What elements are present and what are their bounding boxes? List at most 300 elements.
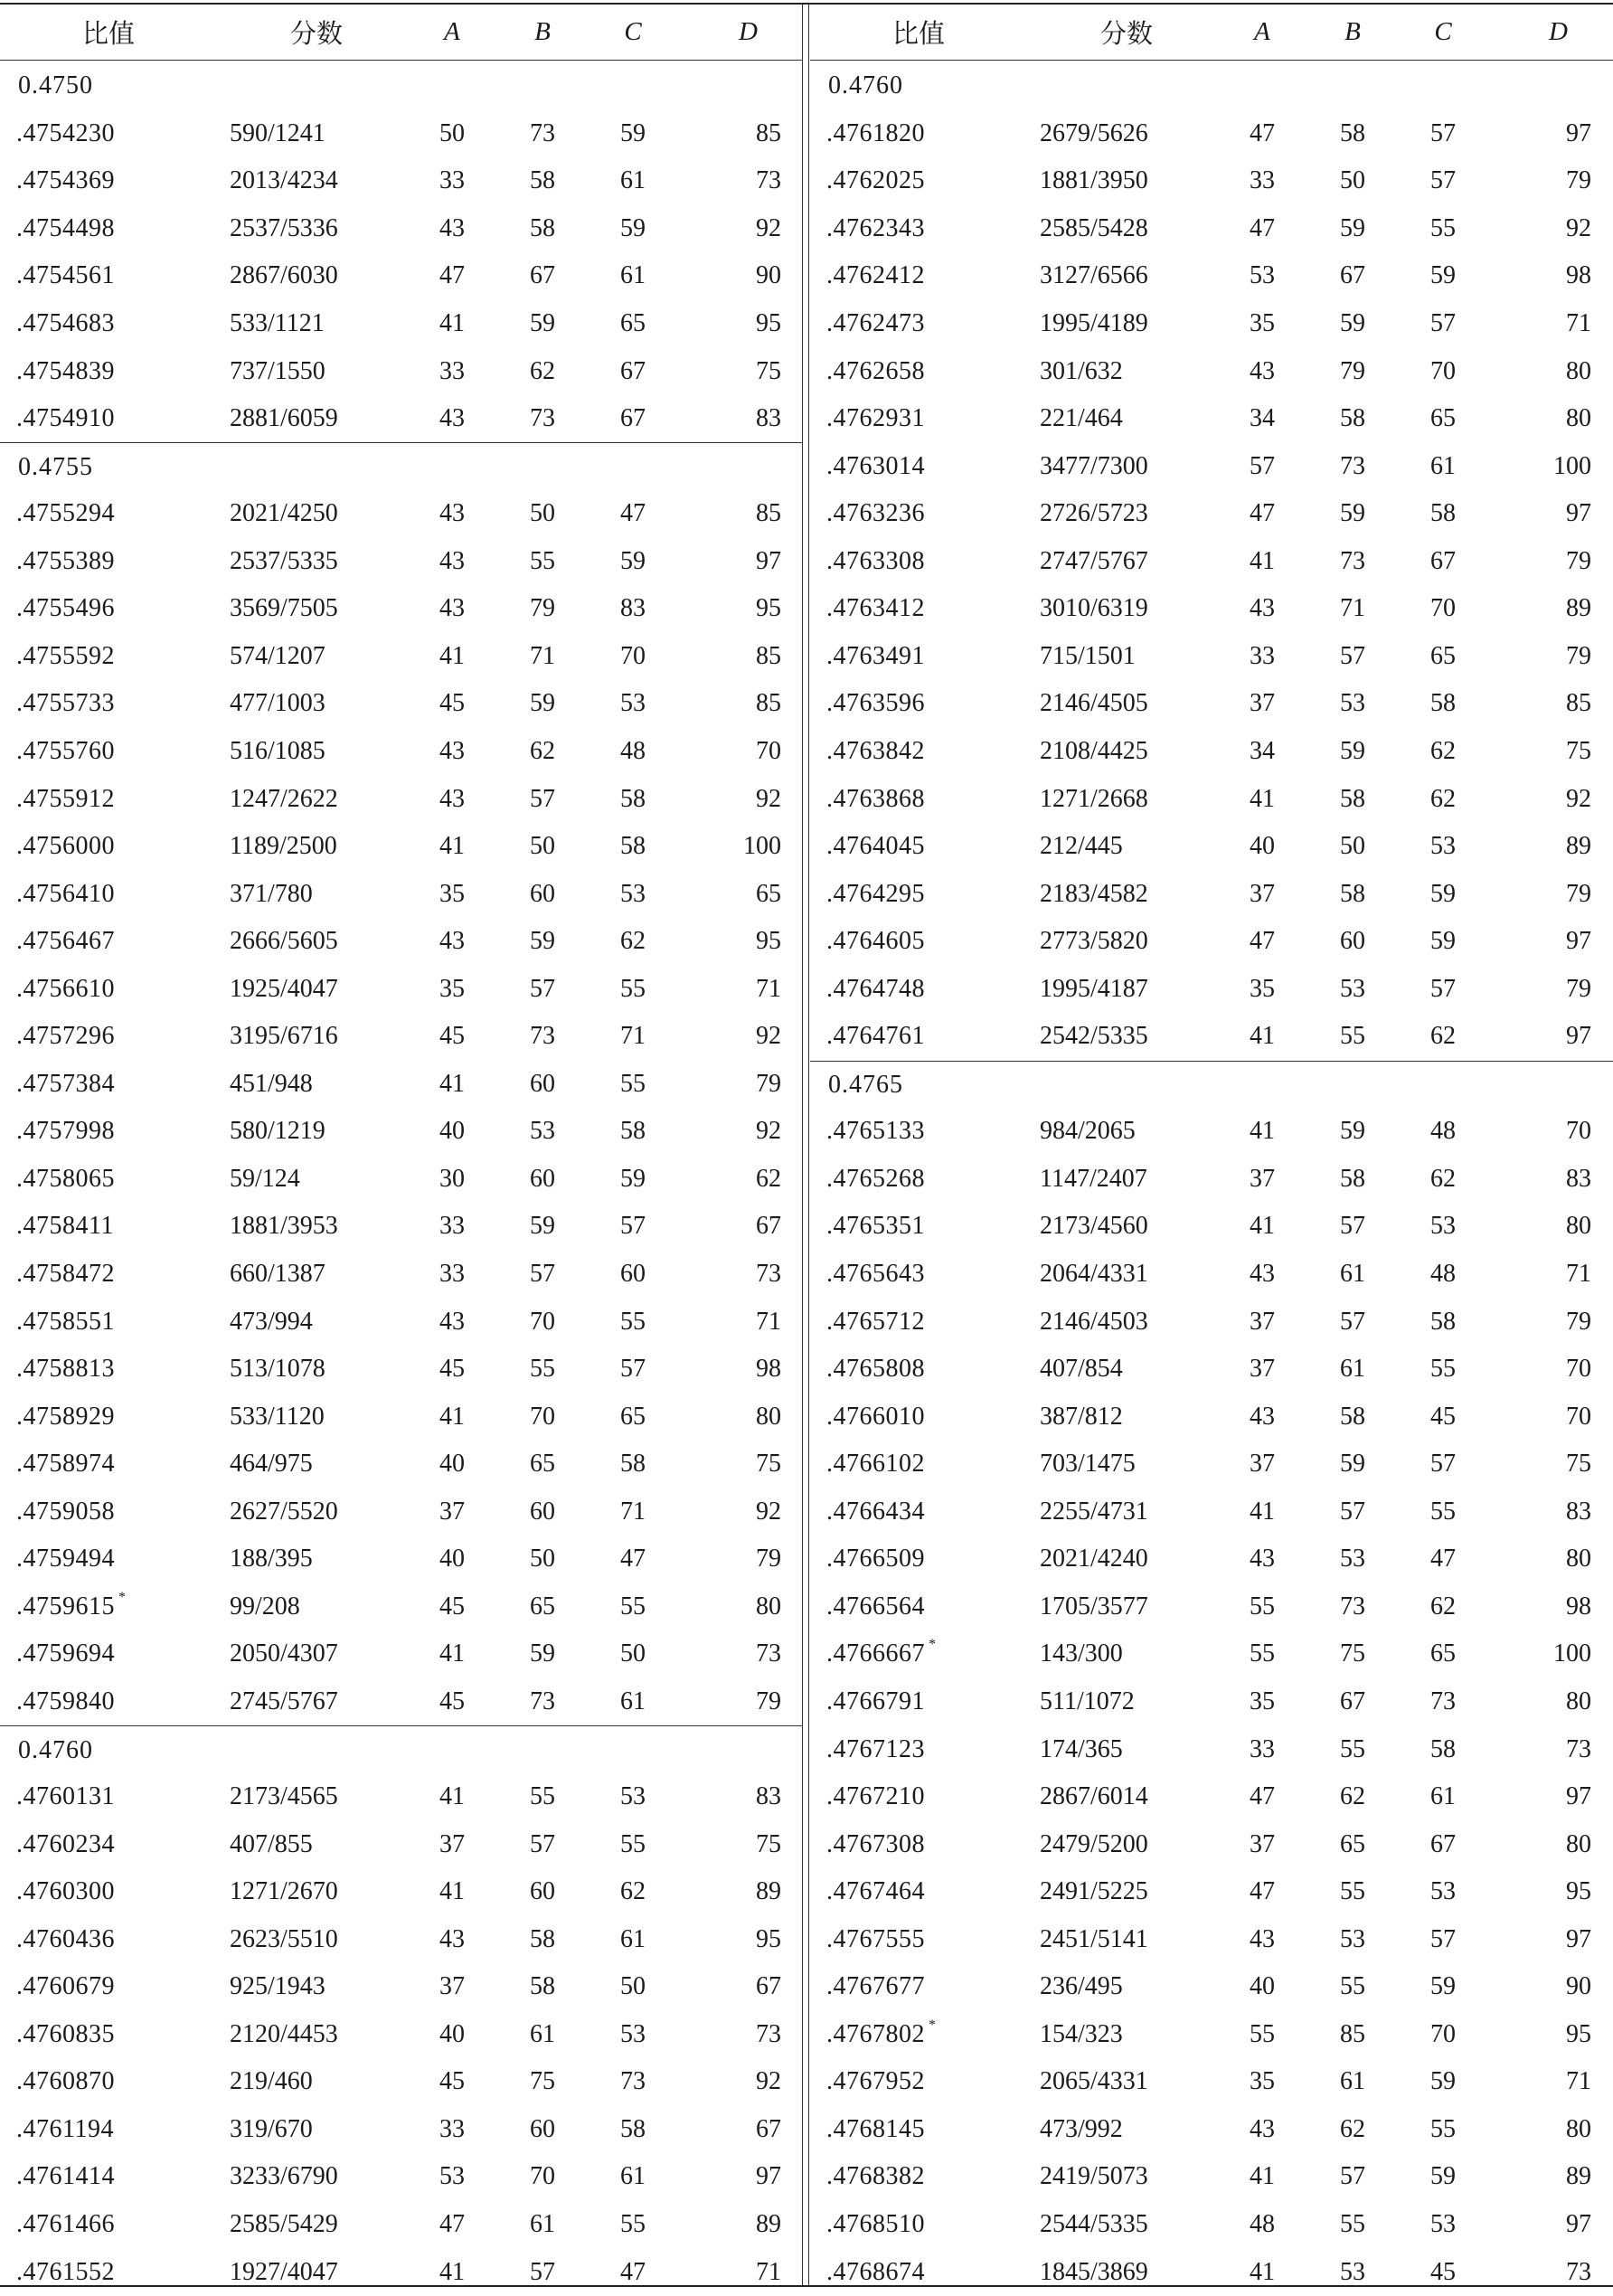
d-cell: 80	[1566, 1829, 1591, 1858]
d-cell: 92	[1566, 784, 1591, 813]
group-row	[0, 442, 803, 491]
d-cell: 95	[756, 309, 781, 337]
a-cell: 43	[439, 784, 465, 813]
fraction-cell: 2585/5428	[1040, 213, 1148, 242]
a-cell: 37	[1250, 1307, 1275, 1336]
a-cell: 41	[439, 1402, 465, 1431]
table-row	[810, 1963, 1613, 2011]
fraction-cell: 2479/5200	[1040, 1829, 1148, 1858]
fraction-cell: 660/1387	[230, 1260, 325, 1288]
table-row	[810, 1346, 1613, 1394]
b-cell: 61	[1340, 2067, 1365, 2096]
b-cell: 65	[530, 1450, 555, 1479]
table-row	[810, 1108, 1613, 1156]
ratio-cell: .4763412	[826, 594, 925, 623]
d-cell: 89	[1566, 594, 1591, 623]
a-cell: 33	[1250, 166, 1275, 195]
a-cell: 40	[439, 1450, 465, 1479]
ratio-cell: .4754498	[16, 213, 115, 242]
b-cell: 71	[530, 641, 555, 670]
ratio-cell: .4759058	[16, 1497, 115, 1526]
a-cell: 37	[439, 1829, 465, 1858]
a-cell: 41	[439, 1639, 465, 1668]
table-row	[810, 252, 1613, 300]
b-cell: 60	[530, 1164, 555, 1193]
d-cell: 80	[1566, 1545, 1591, 1573]
b-cell: 57	[1340, 641, 1365, 670]
d-cell: 75	[756, 1450, 781, 1479]
ratio-cell: .4761820	[826, 118, 925, 147]
fraction-cell: 174/365	[1040, 1734, 1123, 1763]
a-cell: 47	[439, 2210, 465, 2238]
table-row	[810, 1725, 1613, 1773]
b-cell: 70	[530, 1307, 555, 1336]
d-cell: 80	[756, 1592, 781, 1620]
table-row	[0, 538, 803, 586]
c-cell: 57	[1430, 309, 1456, 337]
a-cell: 41	[1250, 1022, 1275, 1051]
b-cell: 62	[530, 736, 555, 765]
fraction-cell: 2146/4503	[1040, 1307, 1148, 1336]
table-row	[810, 1441, 1613, 1488]
fraction-cell: 464/975	[230, 1450, 313, 1479]
ratio-cell: .4757384	[16, 1069, 115, 1098]
fraction-cell: 2867/6014	[1040, 1782, 1148, 1811]
table-row	[0, 823, 803, 871]
table-row	[0, 1488, 803, 1536]
table-row	[810, 1535, 1613, 1583]
ratio-cell: .4768382	[826, 2162, 925, 2191]
ratio-cell: .4755592	[16, 641, 115, 670]
d-cell: 79	[756, 1069, 781, 1098]
table-row	[810, 1820, 1613, 1868]
group-label: 0.4755	[18, 452, 93, 481]
table-row	[810, 347, 1613, 395]
ratio-value: .4759615	[16, 1592, 115, 1620]
d-cell: 79	[756, 1545, 781, 1573]
ratio-cell: .4763236	[826, 499, 925, 528]
b-cell: 65	[530, 1592, 555, 1620]
a-cell: 40	[439, 1117, 465, 1146]
table-row	[0, 2106, 803, 2154]
ratio-cell: .4761466	[16, 2210, 115, 2238]
a-cell: 41	[439, 309, 465, 337]
c-cell: 58	[1430, 689, 1456, 718]
c-cell: 61	[1430, 1782, 1456, 1811]
table-row	[0, 110, 803, 158]
table-row	[0, 2058, 803, 2106]
c-cell: 70	[1430, 594, 1456, 623]
ratio-cell: .4755912	[16, 784, 115, 813]
table-row	[0, 1251, 803, 1299]
b-cell: 85	[1340, 2019, 1365, 2048]
table-row	[0, 347, 803, 395]
fraction-cell: 1147/2407	[1040, 1164, 1147, 1193]
b-cell: 57	[530, 1829, 555, 1858]
ratio-cell: .4755733	[16, 689, 115, 718]
table-row	[810, 1393, 1613, 1441]
d-cell: 83	[1566, 1164, 1591, 1193]
fraction-cell: 2666/5605	[230, 927, 338, 956]
table-row	[0, 1583, 803, 1631]
c-cell: 58	[1430, 499, 1456, 528]
b-cell: 59	[1340, 736, 1365, 765]
fraction-cell: 533/1120	[230, 1402, 325, 1431]
b-cell: 73	[530, 404, 555, 433]
fraction-cell: 2013/4234	[230, 166, 338, 195]
b-cell: 53	[1340, 1545, 1365, 1573]
ratio-cell: .4762473	[826, 309, 925, 337]
header-b: B	[1344, 17, 1361, 46]
table-row	[0, 728, 803, 776]
c-cell: 59	[1430, 1972, 1456, 2001]
c-cell: 71	[620, 1497, 646, 1526]
a-cell: 41	[439, 1877, 465, 1906]
c-cell: 48	[1430, 1260, 1456, 1288]
c-cell: 48	[1430, 1117, 1456, 1146]
a-cell: 47	[1250, 213, 1275, 242]
d-cell: 79	[756, 1687, 781, 1715]
table-row	[0, 490, 803, 538]
fraction-cell: 1189/2500	[230, 832, 337, 861]
b-cell: 60	[530, 879, 555, 908]
a-cell: 43	[1250, 1924, 1275, 1953]
d-cell: 73	[756, 2019, 781, 2048]
a-cell: 43	[1250, 1545, 1275, 1573]
a-cell: 40	[1250, 832, 1275, 861]
group-row	[810, 1061, 1613, 1110]
table-row	[0, 1820, 803, 1868]
d-cell: 75	[756, 356, 781, 385]
d-cell: 80	[1566, 356, 1591, 385]
b-cell: 73	[1340, 546, 1365, 575]
c-cell: 57	[620, 1212, 646, 1241]
d-cell: 85	[756, 118, 781, 147]
b-cell: 57	[1340, 1212, 1365, 1241]
c-cell: 67	[620, 356, 646, 385]
a-cell: 41	[1250, 2162, 1275, 2191]
ratio-cell: .4754561	[16, 261, 115, 290]
c-cell: 57	[1430, 166, 1456, 195]
header-ratio: 比值	[81, 18, 135, 49]
ratio-cell: .4764295	[826, 879, 925, 908]
a-cell: 48	[1250, 2210, 1275, 2238]
b-cell: 50	[530, 1545, 555, 1573]
ratio-cell: .4755294	[16, 499, 115, 528]
ratio-cell: .4756610	[16, 974, 115, 1003]
ratio-cell: .4760679	[16, 1972, 115, 2001]
a-cell: 47	[1250, 118, 1275, 147]
a-cell: 41	[439, 2257, 465, 2286]
b-cell: 62	[1340, 2114, 1365, 2143]
table-row	[810, 2201, 1613, 2249]
a-cell: 35	[1250, 309, 1275, 337]
d-cell: 83	[756, 1782, 781, 1811]
c-cell: 48	[620, 736, 646, 765]
a-cell: 41	[1250, 1497, 1275, 1526]
a-cell: 41	[1250, 1117, 1275, 1146]
ratio-cell: .4756410	[16, 879, 115, 908]
group-row	[0, 1725, 803, 1774]
c-cell: 45	[1430, 1402, 1456, 1431]
table-row	[0, 680, 803, 728]
ratio-cell: .4768674	[826, 2257, 925, 2286]
ratio-cell	[826, 1630, 1025, 1678]
header-b: B	[534, 17, 551, 46]
b-cell: 60	[1340, 927, 1365, 956]
ratio-cell: .4766791	[826, 1687, 925, 1715]
b-cell: 50	[1340, 832, 1365, 861]
table-row	[0, 1108, 803, 1156]
d-cell: 90	[756, 261, 781, 290]
c-cell: 65	[1430, 1639, 1456, 1668]
a-cell: 40	[439, 2019, 465, 2048]
c-cell: 58	[620, 2114, 646, 2143]
b-cell: 73	[1340, 451, 1365, 480]
ratio-cell: .4766509	[826, 1545, 925, 1573]
table-row	[0, 2011, 803, 2059]
a-cell: 50	[439, 118, 465, 147]
table-row	[810, 538, 1613, 586]
b-cell: 55	[530, 1782, 555, 1811]
b-cell: 59	[1340, 1117, 1365, 1146]
c-cell: 53	[620, 879, 646, 908]
group-label: 0.4765	[828, 1070, 903, 1099]
ratio-cell: .4755496	[16, 594, 115, 623]
b-cell: 53	[1340, 2257, 1365, 2286]
a-cell: 41	[1250, 1212, 1275, 1241]
a-cell: 37	[1250, 1164, 1275, 1193]
d-cell: 97	[1566, 1924, 1591, 1953]
b-cell: 59	[1340, 499, 1365, 528]
fraction-cell: 715/1501	[1040, 641, 1136, 670]
a-cell: 37	[1250, 1355, 1275, 1384]
b-cell: 67	[1340, 1687, 1365, 1715]
c-cell: 60	[620, 1260, 646, 1288]
c-cell: 59	[1430, 879, 1456, 908]
table-row	[810, 870, 1613, 918]
ratio-cell: .4768510	[826, 2210, 925, 2238]
b-cell: 58	[1340, 1164, 1365, 1193]
fraction-cell: 2537/5336	[230, 213, 338, 242]
ratio-cell: .4766434	[826, 1497, 925, 1526]
d-cell: 92	[756, 784, 781, 813]
a-cell: 33	[1250, 641, 1275, 670]
fraction-cell: 516/1085	[230, 736, 325, 765]
fraction-cell: 3233/6790	[230, 2162, 338, 2191]
table-row	[0, 2201, 803, 2249]
fraction-cell: 2867/6030	[230, 261, 338, 290]
fraction-cell: 2726/5723	[1040, 499, 1148, 528]
b-cell: 57	[1340, 1497, 1365, 1526]
b-cell: 67	[1340, 261, 1365, 290]
table-row	[0, 1061, 803, 1109]
table-row	[0, 252, 803, 300]
c-cell: 73	[1430, 1687, 1456, 1715]
b-cell: 58	[1340, 404, 1365, 433]
left-header-row	[0, 5, 803, 61]
c-cell: 55	[1430, 2114, 1456, 2143]
d-cell: 75	[1566, 1450, 1591, 1479]
fraction-cell: 3569/7505	[230, 594, 338, 623]
table-row	[810, 395, 1613, 443]
fraction-cell: 2255/4731	[1040, 1497, 1148, 1526]
c-cell: 53	[620, 1782, 646, 1811]
c-cell: 73	[620, 2067, 646, 2096]
b-cell: 58	[1340, 1402, 1365, 1431]
table-row	[0, 1156, 803, 1204]
ratio-cell: .4767952	[826, 2067, 925, 2096]
c-cell: 61	[620, 166, 646, 195]
c-cell: 62	[1430, 736, 1456, 765]
c-cell: 50	[620, 1972, 646, 2001]
fraction-cell: 2537/5335	[230, 546, 338, 575]
b-cell: 73	[530, 1687, 555, 1715]
b-cell: 50	[1340, 166, 1365, 195]
ratio-cell: .4758065	[16, 1164, 115, 1193]
b-cell: 73	[1340, 1592, 1365, 1620]
d-cell: 95	[756, 1924, 781, 1953]
a-cell: 45	[439, 689, 465, 718]
c-cell: 55	[1430, 1355, 1456, 1384]
d-cell: 92	[756, 1497, 781, 1526]
d-cell: 85	[756, 689, 781, 718]
fraction-cell: 188/395	[230, 1545, 313, 1573]
c-cell: 58	[1430, 1734, 1456, 1763]
fraction-cell: 511/1072	[1040, 1687, 1135, 1715]
fraction-cell: 1247/2622	[230, 784, 338, 813]
ratio-cell: .4764761	[826, 1022, 925, 1051]
fraction-cell: 1881/3950	[1040, 166, 1148, 195]
b-cell: 62	[1340, 1782, 1365, 1811]
table-row	[810, 1630, 1613, 1678]
c-cell: 67	[1430, 546, 1456, 575]
ratio-cell: .4758551	[16, 1307, 115, 1336]
b-cell: 65	[1340, 1829, 1365, 1858]
group-row	[0, 62, 803, 110]
column-divider	[802, 5, 803, 2285]
b-cell: 53	[1340, 974, 1365, 1003]
b-cell: 59	[1340, 213, 1365, 242]
d-cell: 80	[1566, 1212, 1591, 1241]
fraction-cell: 2747/5767	[1040, 546, 1148, 575]
fraction-cell: 590/1241	[230, 118, 325, 147]
fraction-cell: 219/460	[230, 2067, 313, 2096]
fraction-cell: 407/855	[230, 1829, 313, 1858]
b-cell: 58	[530, 1972, 555, 2001]
fraction-cell: 143/300	[1040, 1639, 1123, 1668]
ratio-cell	[16, 1583, 215, 1631]
c-cell: 57	[1430, 1450, 1456, 1479]
table-row	[810, 728, 1613, 776]
a-cell: 43	[439, 1307, 465, 1336]
d-cell: 67	[756, 2114, 781, 2143]
fraction-cell: 580/1219	[230, 1117, 325, 1146]
a-cell: 55	[1250, 1592, 1275, 1620]
fraction-cell: 2544/5335	[1040, 2210, 1148, 2238]
a-cell: 41	[439, 1069, 465, 1098]
a-cell: 40	[1250, 1972, 1275, 2001]
d-cell: 92	[1566, 213, 1591, 242]
fraction-cell: 473/994	[230, 1307, 313, 1336]
fraction-cell: 301/632	[1040, 356, 1123, 385]
b-cell: 59	[530, 689, 555, 718]
ratio-cell: .4759494	[16, 1545, 115, 1573]
c-cell: 62	[1430, 1592, 1456, 1620]
table-row	[0, 918, 803, 966]
ratio-cell: .4760300	[16, 1877, 115, 1906]
b-cell: 55	[530, 546, 555, 575]
a-cell: 35	[1250, 974, 1275, 1003]
d-cell: 71	[756, 974, 781, 1003]
d-cell: 95	[1566, 2019, 1591, 2048]
c-cell: 62	[620, 1877, 646, 1906]
b-cell: 57	[530, 974, 555, 1003]
a-cell: 33	[1250, 1734, 1275, 1763]
fraction-cell: 2021/4250	[230, 499, 338, 528]
a-cell: 35	[439, 974, 465, 1003]
fraction-cell: 2745/5767	[230, 1687, 338, 1715]
group-label: 0.4760	[828, 71, 903, 100]
d-cell: 92	[756, 2067, 781, 2096]
a-cell: 53	[439, 2162, 465, 2191]
table-row	[810, 1156, 1613, 1204]
ratio-cell: .4760131	[16, 1782, 115, 1811]
d-cell: 83	[1566, 1497, 1591, 1526]
a-cell: 47	[1250, 1782, 1275, 1811]
a-cell: 45	[439, 2067, 465, 2096]
b-cell: 55	[1340, 1734, 1365, 1763]
table-row	[810, 300, 1613, 348]
fraction-cell: 2542/5335	[1040, 1022, 1148, 1051]
d-cell: 73	[1566, 1734, 1591, 1763]
c-cell: 47	[620, 2257, 646, 2286]
a-cell: 53	[1250, 261, 1275, 290]
ratio-cell	[826, 2011, 1025, 2059]
ratio-cell: .4758411	[16, 1212, 114, 1241]
header-c: C	[1434, 17, 1452, 46]
a-cell: 55	[1250, 2019, 1275, 2048]
a-cell: 47	[439, 261, 465, 290]
d-cell: 71	[1566, 2067, 1591, 2096]
a-cell: 47	[1250, 499, 1275, 528]
d-cell: 92	[756, 213, 781, 242]
d-cell: 70	[756, 736, 781, 765]
a-cell: 41	[1250, 784, 1275, 813]
d-cell: 85	[756, 641, 781, 670]
a-cell: 45	[439, 1355, 465, 1384]
a-cell: 43	[439, 736, 465, 765]
b-cell: 79	[530, 594, 555, 623]
ratio-cell: .4767555	[826, 1924, 925, 1953]
fraction-cell: 2064/4331	[1040, 1260, 1148, 1288]
b-cell: 57	[1340, 1307, 1365, 1336]
ratio-cell: .4763842	[826, 736, 925, 765]
ratio-cell: .4754839	[16, 356, 115, 385]
fraction-cell: 3127/6566	[1040, 261, 1148, 290]
c-cell: 59	[1430, 261, 1456, 290]
d-cell: 75	[756, 1829, 781, 1858]
fraction-cell: 1927/4047	[230, 2257, 338, 2286]
b-cell: 53	[1340, 689, 1365, 718]
d-cell: 100	[743, 832, 781, 861]
header-d: D	[739, 17, 758, 46]
c-cell: 59	[620, 546, 646, 575]
a-cell: 47	[1250, 1877, 1275, 1906]
header-a: A	[1254, 17, 1270, 46]
a-cell: 34	[1250, 736, 1275, 765]
c-cell: 58	[620, 1450, 646, 1479]
